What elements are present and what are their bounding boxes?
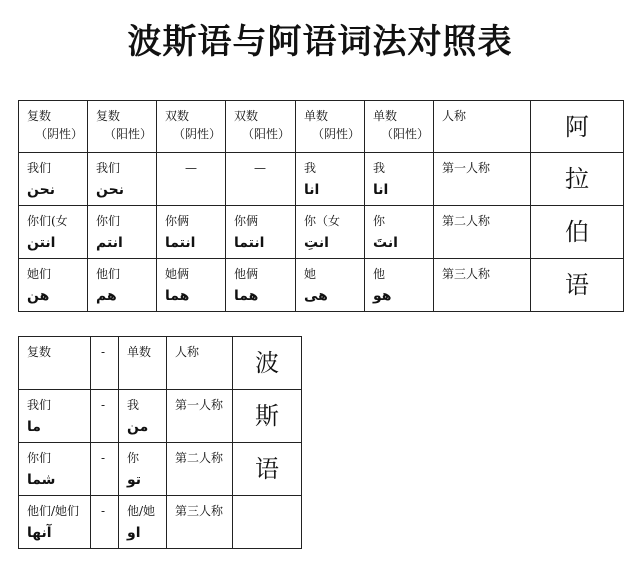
arabic-header-row bbox=[19, 101, 624, 153]
persian-pronoun-table bbox=[18, 336, 302, 549]
table-cell: 你（女 انتِ bbox=[296, 206, 365, 259]
arabic-side-label: 拉 bbox=[531, 153, 624, 206]
table-cell: - bbox=[91, 390, 119, 443]
table-cell: 她 هى bbox=[296, 259, 365, 312]
table-cell: - bbox=[91, 496, 119, 549]
table-row bbox=[19, 496, 302, 549]
table-cell: 他们 هم bbox=[88, 259, 157, 312]
persian-side-label bbox=[233, 496, 302, 549]
arabic-side-label: 语 bbox=[531, 259, 624, 312]
table-cell: 你们 شما bbox=[19, 443, 91, 496]
person-cell: 第三人称 bbox=[434, 259, 531, 312]
table-row bbox=[19, 390, 302, 443]
persian-side-label: 斯 bbox=[233, 390, 302, 443]
table-cell: 你俩 انتما bbox=[157, 206, 226, 259]
header-cell: 双数 （阳性） bbox=[226, 101, 296, 153]
table-row bbox=[19, 443, 302, 496]
table-cell: 我 انا bbox=[296, 153, 365, 206]
page-title: 波斯语与阿语词法对照表 bbox=[127, 22, 513, 62]
table-cell: 我们 ما bbox=[19, 390, 91, 443]
table-cell: — bbox=[157, 153, 226, 206]
header-cell: 单数 （阴性） bbox=[296, 101, 365, 153]
table-cell: 他/她 او bbox=[119, 496, 167, 549]
header-cell: 单数 bbox=[119, 337, 167, 390]
person-cell: 第一人称 bbox=[434, 153, 531, 206]
arabic-side-label: 伯 bbox=[531, 206, 624, 259]
table-cell: 他俩 هما bbox=[226, 259, 296, 312]
header-cell: 人称 bbox=[167, 337, 233, 390]
table-cell: 他 هو bbox=[365, 259, 434, 312]
person-cell: 第三人称 bbox=[167, 496, 233, 549]
table-cell: 她们 هن bbox=[19, 259, 88, 312]
arabic-pronoun-table bbox=[18, 100, 624, 312]
table-cell: 我们 نحن bbox=[88, 153, 157, 206]
header-cell: 复数 bbox=[19, 337, 91, 390]
table-cell: 你 تو bbox=[119, 443, 167, 496]
table-row bbox=[19, 259, 624, 312]
header-cell: 复数 （阳性） bbox=[88, 101, 157, 153]
table-row bbox=[19, 153, 624, 206]
table-cell: 他们/她们 آنها bbox=[19, 496, 91, 549]
table-cell: 我 من bbox=[119, 390, 167, 443]
persian-header-row bbox=[19, 337, 302, 390]
header-cell: 复数 （阴性） bbox=[19, 101, 88, 153]
table-cell: 我 انا bbox=[365, 153, 434, 206]
header-cell: 双数 （阴性） bbox=[157, 101, 226, 153]
table-cell: 你们 انتم bbox=[88, 206, 157, 259]
table-cell: 她俩 هما bbox=[157, 259, 226, 312]
table-cell: 我们 نحن bbox=[19, 153, 88, 206]
table-cell: 你们(女 انتن bbox=[19, 206, 88, 259]
table-cell: 你俩 انتما bbox=[226, 206, 296, 259]
person-cell: 第二人称 bbox=[434, 206, 531, 259]
table-cell: - bbox=[91, 443, 119, 496]
table-row bbox=[19, 206, 624, 259]
header-cell: 单数 （阳性） bbox=[365, 101, 434, 153]
persian-side-label: 波 bbox=[233, 337, 302, 390]
persian-side-label: 语 bbox=[233, 443, 302, 496]
table-cell: 你 انتَ bbox=[365, 206, 434, 259]
header-cell: - bbox=[91, 337, 119, 390]
person-cell: 第一人称 bbox=[167, 390, 233, 443]
table-cell: — bbox=[226, 153, 296, 206]
person-cell: 第二人称 bbox=[167, 443, 233, 496]
arabic-side-label: 阿 bbox=[531, 101, 624, 153]
header-cell: 人称 bbox=[434, 101, 531, 153]
